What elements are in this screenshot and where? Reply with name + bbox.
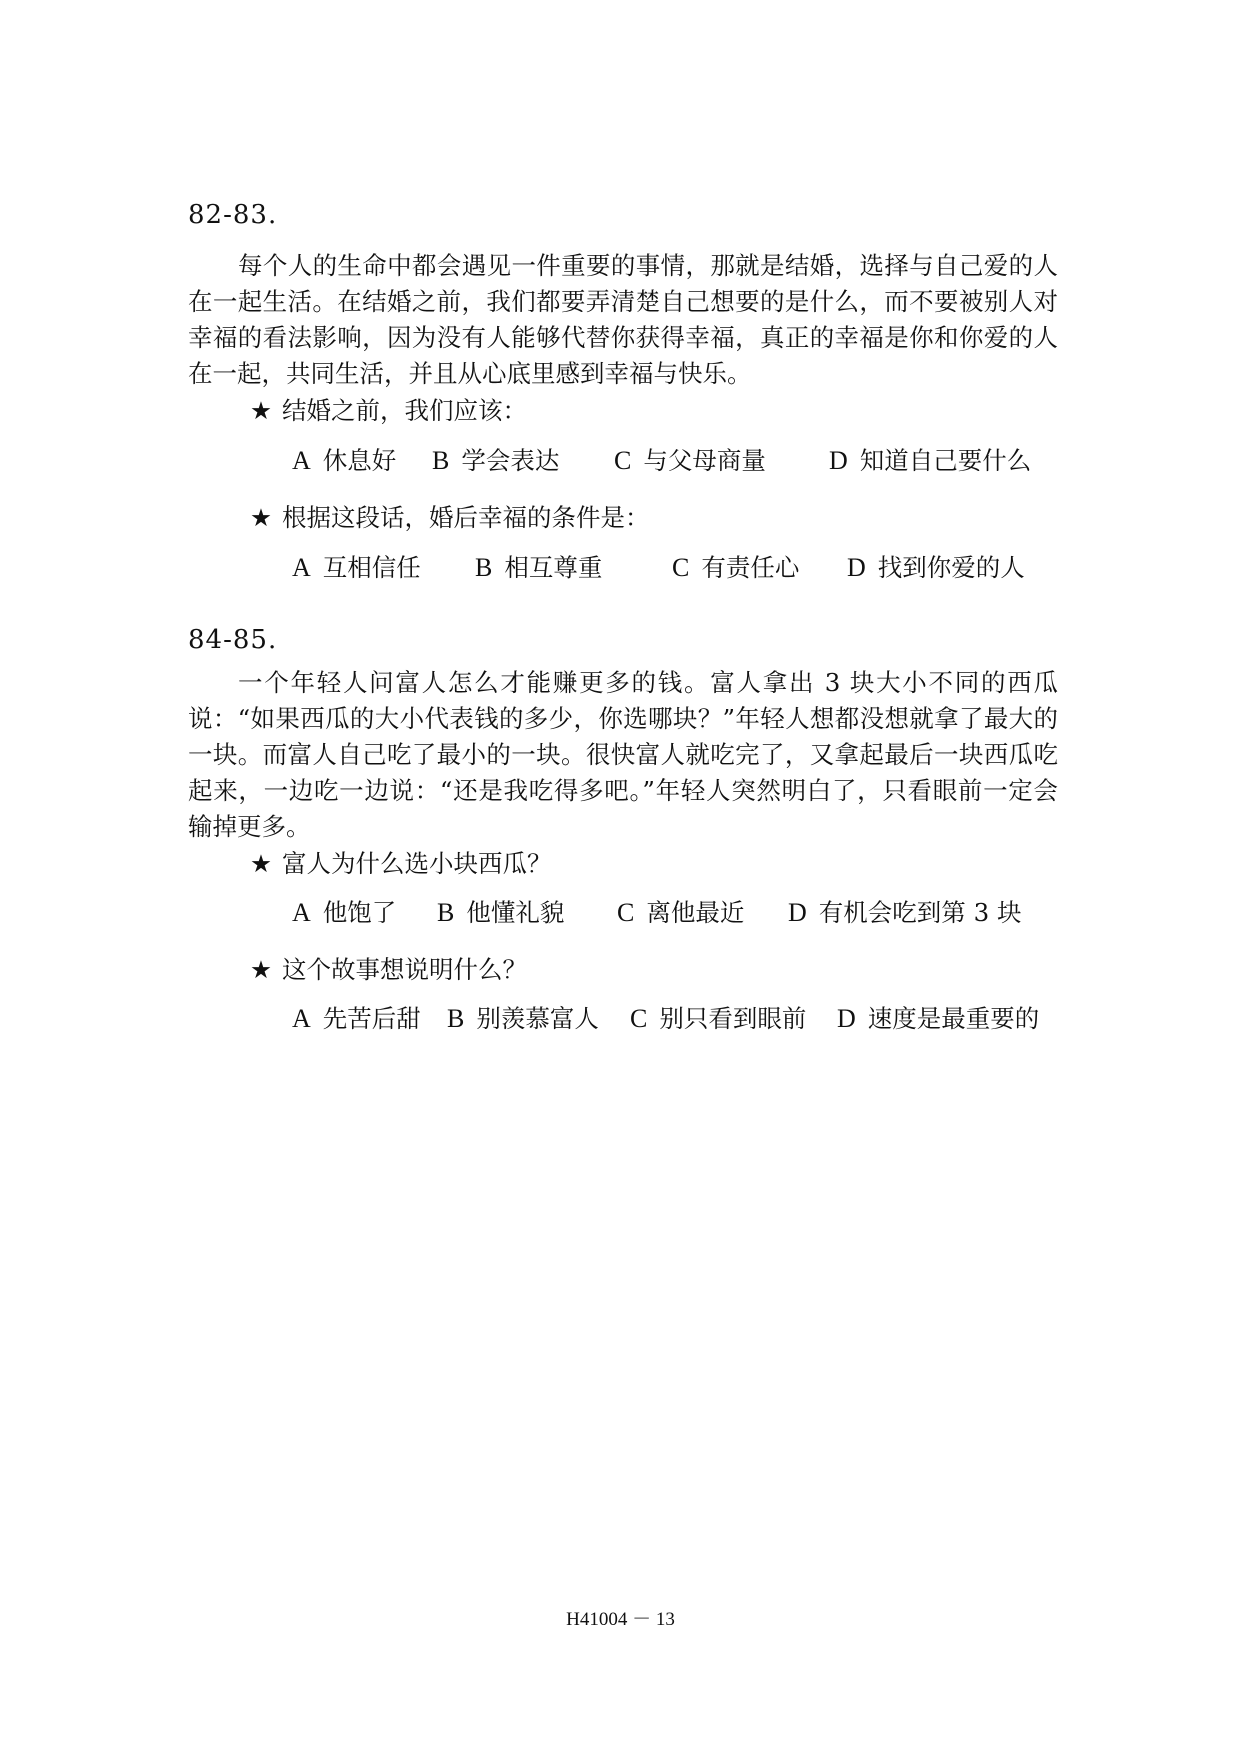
- option-text: 离他最近: [646, 898, 745, 927]
- option-text: 休息好: [322, 446, 397, 475]
- option-a[interactable]: [292, 553, 421, 583]
- option-c[interactable]: [672, 553, 799, 583]
- option-letter: B: [437, 898, 455, 927]
- option-letter: D: [788, 898, 807, 927]
- option-text: 找到你爱的人: [877, 553, 1025, 582]
- option-letter: C: [617, 898, 635, 927]
- option-letter: B: [447, 1004, 465, 1033]
- option-text: 互相信任: [322, 553, 421, 582]
- option-text: 有机会吃到第 3 块: [818, 898, 1022, 927]
- option-text: 有责任心: [701, 553, 800, 582]
- option-text: 相互尊重: [504, 553, 603, 582]
- option-letter: A: [292, 553, 311, 582]
- star-icon: ★: [250, 849, 272, 878]
- option-text: 与父母商量: [643, 446, 766, 475]
- option-d[interactable]: [829, 446, 1031, 476]
- passage: [188, 665, 1058, 845]
- option-a[interactable]: [292, 1004, 421, 1034]
- option-d[interactable]: [847, 553, 1025, 583]
- option-a[interactable]: [292, 446, 396, 476]
- option-d[interactable]: [837, 1004, 1039, 1034]
- question-text: 根据这段话，婚后幸福的条件是：: [282, 503, 650, 532]
- option-text: 他饱了: [322, 898, 397, 927]
- question: [250, 955, 527, 985]
- passage-text: 一个年轻人问富人怎么才能赚更多的钱。富人拿出 3 块大小不同的西瓜说：“如果西瓜的大小代表钱的多少，你选哪块？”年轻人想都没想就拿了最大的一块。而富人自己吃了最小的一块。很快富人就吃完了，又拿起最后一块西瓜吃起来，一边吃一边说：“还是我吃得多吧。”年轻人突然明白了，只看眼前一定会输掉更多。: [188, 668, 1058, 841]
- passage: [188, 248, 1058, 392]
- section-number: 84-85.: [188, 625, 278, 655]
- option-letter: B: [475, 553, 493, 582]
- passage-text: 每个人的生命中都会遇见一件重要的事情，那就是结婚，选择与自己爱的人在一起生活。在结婚之前，我们都要弄清楚自己想要的是什么，而不要被别人对幸福的看法影响，因为没有人能够代替你获得幸福，真正的幸福是你和你爱的人在一起，共同生活，并且从心底里感到幸福与快乐。: [188, 251, 1058, 388]
- option-d[interactable]: [788, 898, 1021, 928]
- question: [250, 503, 650, 533]
- option-letter: A: [292, 446, 311, 475]
- option-text: 知道自己要什么: [859, 446, 1032, 475]
- section-number: 82-83.: [188, 200, 278, 230]
- option-a[interactable]: [292, 898, 396, 928]
- question: [250, 396, 527, 426]
- option-letter: A: [292, 898, 311, 927]
- option-letter: C: [672, 553, 690, 582]
- star-icon: ★: [250, 396, 272, 425]
- option-letter: C: [630, 1004, 648, 1033]
- question: [250, 849, 552, 879]
- option-letter: C: [614, 446, 632, 475]
- option-c[interactable]: [614, 446, 766, 476]
- option-c[interactable]: [617, 898, 744, 928]
- question-text: 结婚之前，我们应该：: [282, 396, 527, 425]
- option-text: 先苦后甜: [322, 1004, 421, 1033]
- option-b[interactable]: [432, 446, 559, 476]
- question-text: 富人为什么选小块西瓜？: [282, 849, 552, 878]
- option-c[interactable]: [630, 1004, 806, 1034]
- option-letter: D: [837, 1004, 856, 1033]
- option-text: 别羡慕富人: [476, 1004, 599, 1033]
- star-icon: ★: [250, 955, 272, 984]
- option-text: 学会表达: [461, 446, 560, 475]
- page-footer: H41004 － 13: [566, 1609, 675, 1630]
- option-text: 他懂礼貌: [466, 898, 565, 927]
- option-letter: D: [829, 446, 848, 475]
- option-text: 速度是最重要的: [867, 1004, 1040, 1033]
- option-letter: D: [847, 553, 866, 582]
- star-icon: ★: [250, 503, 272, 532]
- option-b[interactable]: [437, 898, 564, 928]
- option-letter: B: [432, 446, 450, 475]
- option-text: 别只看到眼前: [659, 1004, 807, 1033]
- option-b[interactable]: [475, 553, 602, 583]
- question-text: 这个故事想说明什么？: [282, 955, 527, 984]
- option-letter: A: [292, 1004, 311, 1033]
- option-b[interactable]: [447, 1004, 599, 1034]
